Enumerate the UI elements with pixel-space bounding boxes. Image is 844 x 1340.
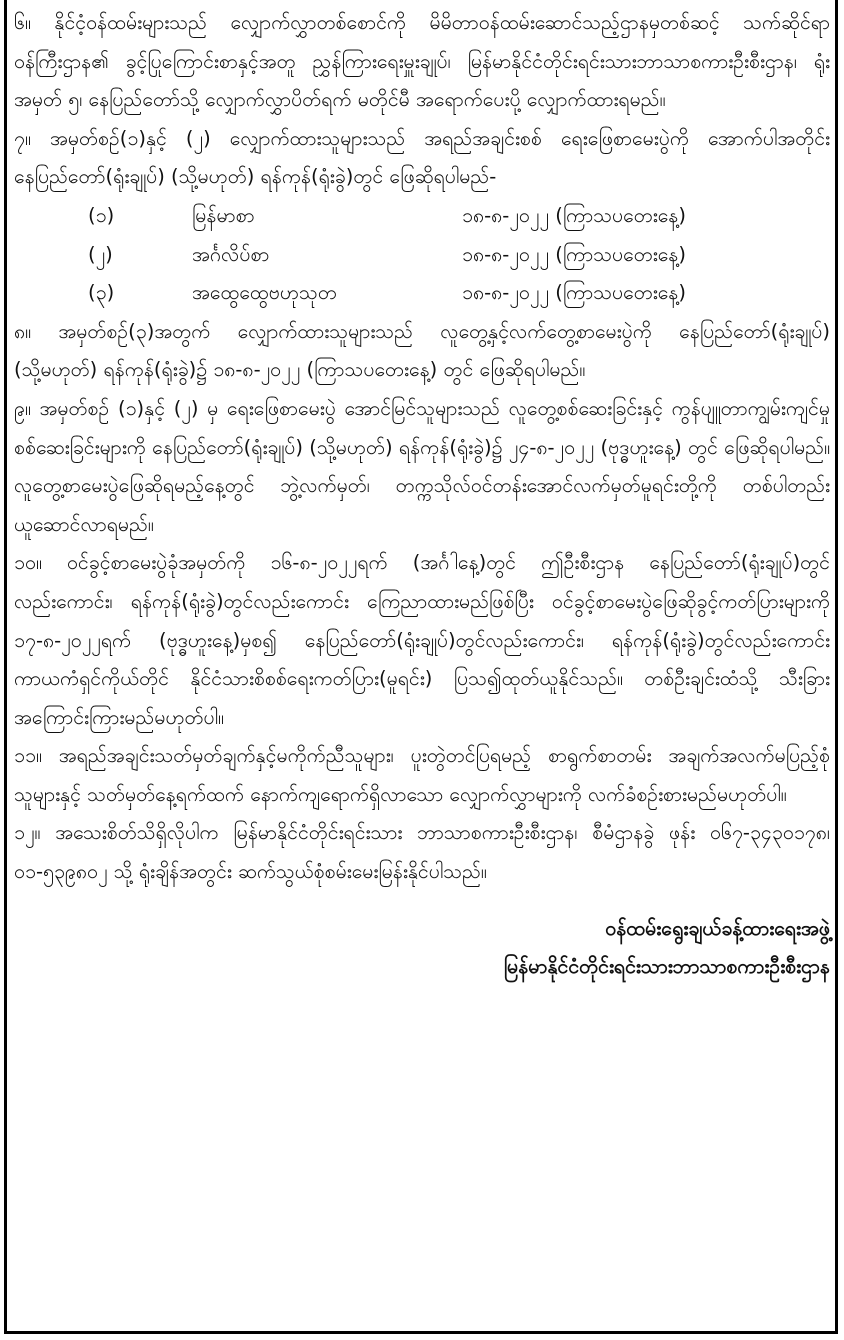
list-item-subject: အင်္ဂလိပ်စာ xyxy=(192,242,270,266)
list-item-number: (၂) xyxy=(88,242,113,266)
paragraph-11: ၁၁။ အရည်အချင်းသတ်မှတ်ချက်နှင့်မကိုက်ညီသူများ၊ ပူးတွဲတင်ပြရမည့် စာရွက်စာတမ်း အချက်အလက်မပြည့်စုံသူများနှင့် သတ်မှတ်နေ့ရက်ထက် နောက်ကျရောက်ရှိလာသော လျှောက်လွှာများကို လက်ခံစဉ်းစားမည်မဟုတ်ပါ။ xyxy=(14,744,830,806)
list-item-date: ၁၈-၈-၂၀၂၂ (ကြာသပတေးနေ့) xyxy=(462,203,686,227)
list-item-number: (၃) xyxy=(88,281,115,305)
paragraph-7: ၇။ အမှတ်စဉ်(၁)နှင့် (၂) လျှောက်ထားသူများသည် အရည်အချင်းစစ် ရေးဖြေစာမေးပွဲကို အောက်ပါအတိုင်း နေပြည်တော်(ရုံးချုပ်) (သို့မဟုတ်) ရန်ကုန်(ရုံးခွဲ)တွင် ဖြေဆိုရပါမည်- xyxy=(14,126,830,189)
list-item-date: ၁၈-၈-၂၀၂၂ (ကြာသပတေးနေ့) xyxy=(462,242,686,266)
signature-block xyxy=(14,910,830,986)
signature-committee: ဝန်ထမ်းရွေးချယ်ခန့်ထားရေးအဖွဲ့ xyxy=(605,916,830,940)
paragraph-9: ၉။ အမှတ်စဉ် (၁)နှင့် (၂) မှ ရေးဖြေစာမေးပွဲ အောင်မြင်သူများသည် လူတွေ့စစ်ဆေးခြင်းနှင့် ကွန်ပျူတာကျွမ်းကျင်မှု စစ်ဆေးခြင်းများကို နေပြည်တော်(ရုံးချုပ်) (သို့မဟုတ်) ရန်ကုန်(ရုံးခွဲ)၌ ၂၄-၈-၂၀၂၂ (ဗုဒ္ဓဟူးနေ့) တွင် ဖြေဆိုရပါမည်။ လူတွေ့စာမေးပွဲဖြေဆိုရမည့်နေ့တွင် ဘွဲ့လက်မှတ်၊ တက္ကသိုလ်ဝင်တန်းအောင်လက်မှတ်မူရင်းတို့ကို တစ်ပါတည်း ယူဆောင်လာရမည်။ xyxy=(14,396,830,536)
list-item xyxy=(14,197,830,236)
paragraph-6: ၆။ နိုင်ငံ့ဝန်ထမ်းများသည် လျှောက်လွှာတစ်စောင်ကို မိမိတာဝန်ထမ်းဆောင်သည့်ဌာနမှတစ်ဆင့် သက်ဆိုင်ရာဝန်ကြီးဌာန၏ ခွင့်ပြုကြောင်းစာနှင့်အတူ ညွှန်ကြားရေးမှူးချုပ်၊ မြန်မာနိုင်ငံတိုင်းရင်းသားဘာသာစကားဦးစီးဌာန၊ ရုံးအမှတ် ၅၊ နေပြည်တော်သို့ လျှောက်လွှာပိတ်ရက် မတိုင်မီ အရောက်ပေးပို့ လျှောက်ထားရမည်။ xyxy=(14,11,830,112)
list-item-subject: အထွေထွေဗဟုသုတ xyxy=(192,281,337,305)
exam-schedule-list xyxy=(14,197,830,313)
paragraph-10: ၁၀။ ဝင်ခွင့်စာမေးပွဲခုံအမှတ်ကို ၁၆-၈-၂၀၂၂ရက် (အင်္ဂါနေ့)တွင် ဤဦးစီးဌာန နေပြည်တော်(ရုံးချုပ်)တွင် လည်းကောင်း၊ ရန်ကုန်(ရုံးခွဲ)တွင်လည်းကောင်း ကြေညာထားမည်ဖြစ်ပြီး ဝင်ခွင့်စာမေးပွဲဖြေဆိုခွင့်ကတ်ပြားများကို ၁၇-၈-၂၀၂၂ရက် (ဗုဒ္ဓဟူးနေ့)မှစ၍ နေပြည်တော်(ရုံးချုပ်)တွင်လည်းကောင်း၊ ရန်ကုန်(ရုံးခွဲ)တွင်လည်းကောင်း ကာယကံရှင်ကိုယ်တိုင် နိုင်ငံသားစိစစ်ရေးကတ်ပြား(မူရင်း) ပြသ၍ထုတ်ယူနိုင်သည်။ တစ်ဦးချင်းထံသို့ သီးခြားအကြောင်းကြားမည်မဟုတ်ပါ။ xyxy=(14,551,830,729)
notice-body xyxy=(14,4,830,986)
list-item-number: (၁) xyxy=(88,203,115,227)
list-item-date: ၁၈-၈-၂၀၂၂ (ကြာသပတေးနေ့) xyxy=(462,281,686,305)
list-item-subject: မြန်မာစာ xyxy=(192,203,255,227)
paragraph-8: ၈။ အမှတ်စဉ်(၃)အတွက် လျှောက်ထားသူများသည် လူတွေ့နှင့်လက်တွေ့စာမေးပွဲကို နေပြည်တော်(ရုံးချုပ်) (သို့မဟုတ်) ရန်ကုန်(ရုံးခွဲ)၌ ၁၈-၈-၂၀၂၂ (ကြာသပတေးနေ့) တွင် ဖြေဆိုရပါမည်။ xyxy=(14,319,830,382)
paragraph-12: ၁၂။ အသေးစိတ်သိရှိလိုပါက မြန်မာနိုင်ငံတိုင်းရင်းသား ဘာသာစကားဦးစီးဌာန၊ စီမံဌာနခွဲ ဖုန်း ၀၆၇-၃၄၃၀၁၇၈၊ ၀၁-၅၃၉၈၀၂ သို့ ရုံးချိန်အတွင်း ဆက်သွယ်စုံစမ်းမေးမြန်းနိုင်ပါသည်။ xyxy=(14,821,830,884)
signature-department: မြန်မာနိုင်ငံတိုင်းရင်းသားဘာသာစကားဦးစီးဌာန xyxy=(503,954,830,978)
list-item xyxy=(14,236,830,275)
list-item xyxy=(14,274,830,313)
